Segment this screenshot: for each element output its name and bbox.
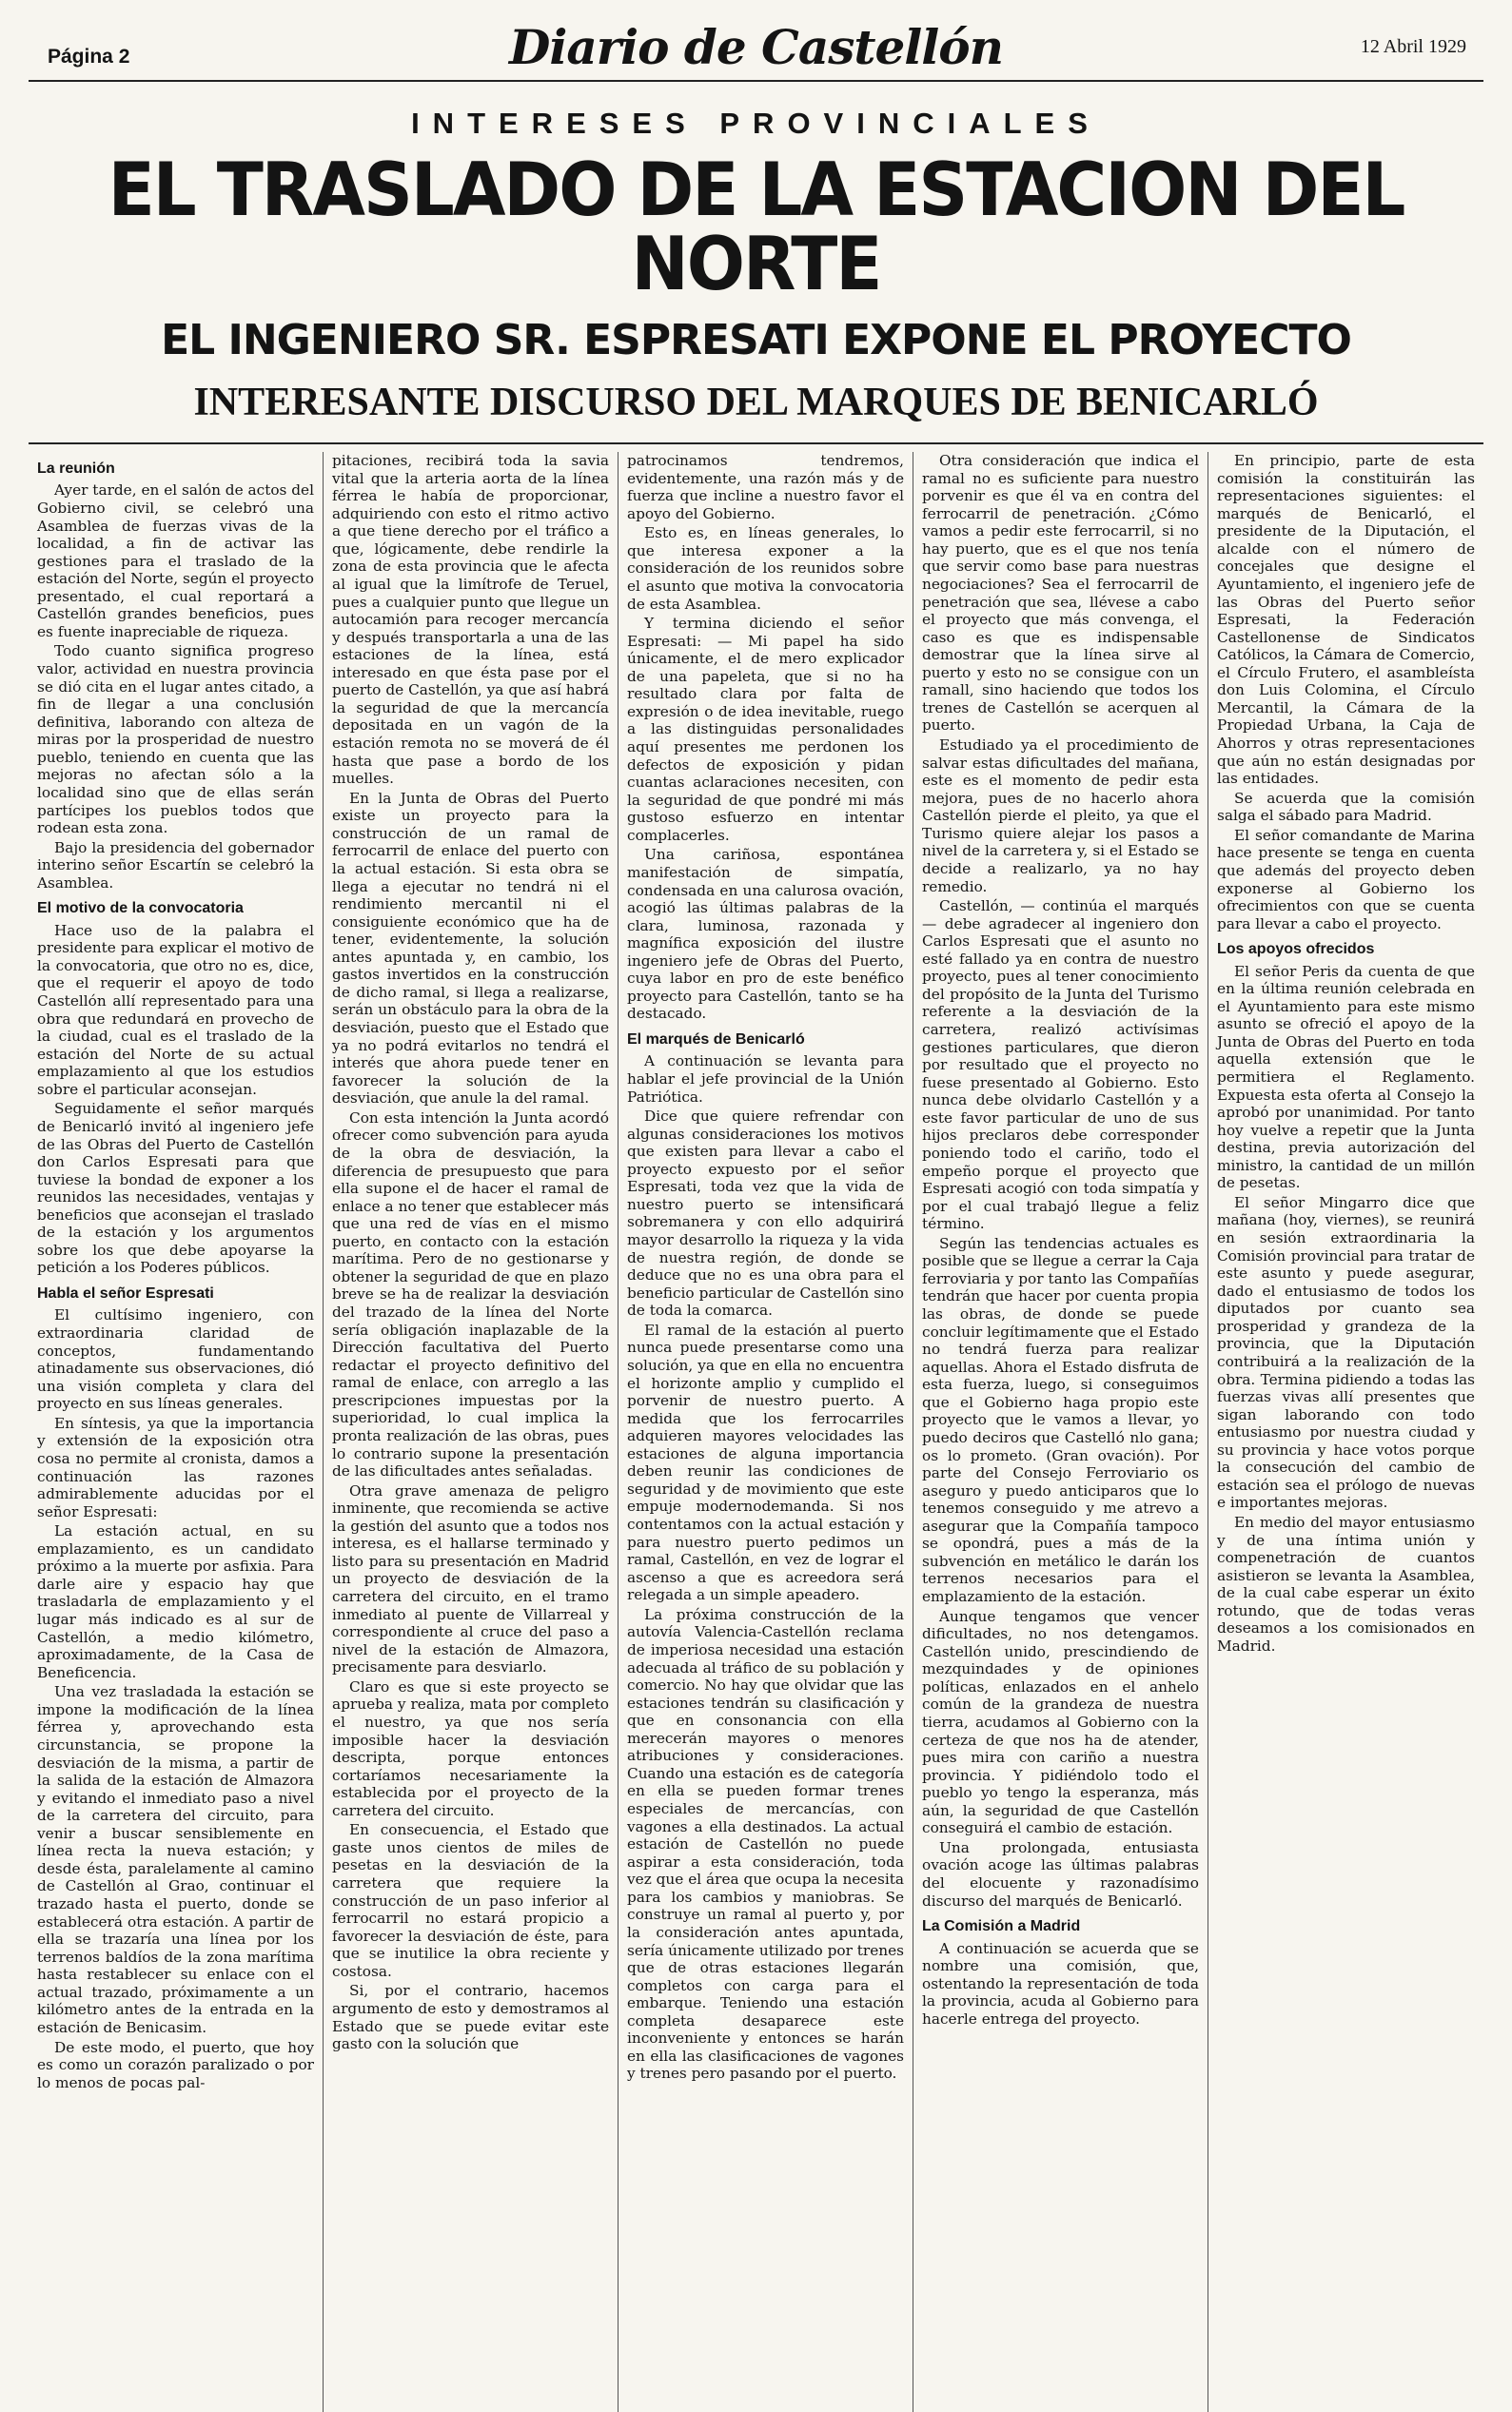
paragraph: En síntesis, ya que la importancia y extensión de la exposición otra cosa no permite al cronista, damos a continuación las razones admirablemente aducidas por el señor Espresati: xyxy=(37,1414,314,1520)
column-4 xyxy=(913,452,1208,2412)
paragraph: Esto es, en líneas generales, lo que interesa exponer a la consideración de los reunidos sobre el asunto que motiva la convocatoria de esta Asamblea. xyxy=(627,524,904,613)
issue-date: 12 Abril 1929 xyxy=(1360,36,1466,57)
paragraph: Una vez trasladada la estación se impone la modificación de la línea férrea y, aprovechando esta circunstancia, se propone la desviación de la misma, a partir de la salida de la estación de Almazora y evitando el inmediato paso a nivel de la carretera del circuito, para venir a buscar sensiblemente en línea recta la nueva estación; y desde ésta, paralelamente al camino de Castellón al Grao, continuar el trazado hasta el puerto, donde se establecerá otra estación. A partir de ella se trazaría una línea por los terrenos baldíos de la zona marítima hasta restablecer su enlace con el actual trazado, próximamente a un kilómetro antes de la entrada en la estación de Benicasim. xyxy=(37,1683,314,2036)
section-heading: La reunión xyxy=(37,461,115,477)
paragraph: En principio, parte de esta comisión la constituirán las representaciones siguientes: el marqués de Benicarló, el presidente de la Diputación, el alcalde con el número de concejales que designe el Ayuntamiento, el ingeniero jefe de las Obras del Puerto señor Espresati, la Federación Castellonense de Sindicatos Católicos, la Cámara de Comercio, el Círculo Frutero, el asambleísta don Luis Colomina, el Círculo Mercantil, la Cámara de la Propiedad Urbana, la Caja de Ahorros y otras representaciones que aún no están designadas por las entidades. xyxy=(1217,452,1475,788)
paragraph: Una cariñosa, espontánea manifestación de simpatía, condensada en una calurosa ovación, acogió las últimas palabras de la clara, luminosa, razonada y magnífica exposición del ilustre ingeniero jefe de Obras del Puerto, cuya labor en pro de este benéfico proyecto para Castellón, tanto se ha destacado. xyxy=(627,846,904,1023)
page-number: Página 2 xyxy=(48,46,130,68)
paragraph: En consecuencia, el Estado que gaste unos cientos de miles de pesetas en la desviación de la carretera que requiere la construcción de un paso inferior al ferrocarril no estará propicio a favorecer la desviación de éste, para que se inutilice la obra reciente y costosa. xyxy=(332,1821,609,1980)
paragraph: El señor Peris da cuenta de que en la última reunión celebrada en el Ayuntamiento para este mismo asunto se ofreció el apoyo de la Junta de Obras del Puerto en toda aquella extensión que le permitiera el Reglamento. Expuesta esta oferta al Consejo la aprobó por unanimidad. Por tanto hoy vuelve a repetir que la Junta destina, previa autorización del ministro, la cantidad de un millón de pesetas. xyxy=(1217,962,1475,1192)
masthead xyxy=(29,17,1483,82)
column-3 xyxy=(619,452,913,2412)
paragraph: Seguidamente el señor marqués de Benicarló invitó al ingeniero jefe de las Obras del Puerto de Castellón don Carlos Espresati para que tuviese la bondad de exponer a los reunidos las necesidades, ventajas y beneficios que aconsejan el traslado de la estación y los argumentos sobre los que debe apoyarse la petición a los Poderes públicos. xyxy=(37,1100,314,1277)
column-1 xyxy=(29,452,324,2412)
paragraph: Con esta intención la Junta acordó ofrecer como subvención para ayuda de la obra de desviación, la diferencia de presupuesto que para ella supone el de hacer el ramal de enlace a no tener que establecer más que una red de vías en el mismo puerto, en contacto con la estación marítima. Pero de no gestionarse y obtener la seguridad de que en plazo breve se ha de realizar la desviación del trazado de la línea del Norte sería obligación inaplazable de la Dirección facultativa del Puerto redactar el proyecto definitivo del ramal de enlace, con arreglo a las prescripciones impuestas por la superioridad, lo cual implica la pronta realización de las obras, pues lo contrario supone la presentación de las dificultades antes señaladas. xyxy=(332,1108,609,1481)
headline: EL TRASLADO DE LA ESTACION DEL NORTE xyxy=(108,146,1404,307)
column-5 xyxy=(1208,452,1483,2412)
section-heading: Los apoyos ofrecidos xyxy=(1217,941,1375,958)
column-2 xyxy=(324,452,619,2412)
section-heading: Habla el señor Espresati xyxy=(37,1285,214,1303)
paragraph: Según las tendencias actuales es posible que se llegue a cerrar la Caja ferroviaria y por tanto las Compañías tendrán que hacer por cuenta propia las obras, de donde se puede concluir legítimamente que el Estado no tendrá fuerza para realizar aquellas. Ahora el Estado disfruta de esta fuerza, luego, si conseguimos que el Gobierno haga propio este proyecto que le vamos a llevar, yo puedo deciros que Castelló nlo gana; os lo prometo. (Gran ovación). Por parte del Consejo Ferroviario os aseguro y puedo anticiparos que lo tenemos conseguido y me atrevo a asegurar que la Compañía tampoco se opondrá, pues a más de la subvención en metálico le darán los terrenos necesarios para el emplazamiento de la estación. xyxy=(922,1234,1199,1605)
paragraph: Si, por el contrario, hacemos argumento de esto y demostramos al Estado que se puede evitar este gasto con la solución que xyxy=(332,1982,609,2053)
section-kicker: INTERESES PROVINCIALES xyxy=(411,107,1101,140)
paragraph: pitaciones, recibirá toda la savia vital que la arteria aorta de la línea férrea le había de proporcionar, adquiriendo con esto el ritmo activo a que tiene derecho por el tráfico a que, lógicamente, debe rendirle la zona de esta provincia que le afecta al igual que la limítrofe de Teruel, pues a cualquier punto que llegue un autocamión para recoger mercancía y después transportarla a una de las estaciones de la línea, está interesado en que ésta pase por el puerto de Castellón, ya que así habrá la seguridad de que la mercancía depositada en un vagón de la estación remota no se moverá de él hasta que pase a bordo de los muelles. xyxy=(332,452,609,788)
paragraph: Estudiado ya el procedimiento de salvar estas dificultades del mañana, este es el momento de pedir esta mejora, pues de no hacerlo ahora Castellón pierde el pleito, ya que el Turismo quiere alejar los pasos a nivel de la carretera y, si el Estado se decide a realizarlo, ya no hay remedio. xyxy=(922,736,1199,895)
paragraph: Todo cuanto significa progreso valor, actividad en nuestra provincia se dió cita en el lugar antes citado, a fin de llegar a una conclusión definitiva, laborando con alteza de miras por la prosperidad de nuestro pueblo, teniendo en cuenta que las mejoras no afectan sólo a la localidad sino que de ellas serán partícipes los pueblos todos que rodean esta zona. xyxy=(37,642,314,837)
paragraph: patrocinamos tendremos, evidentemente, una razón más y de fuerza que incline a nuestro favor el apoyo del Gobierno. xyxy=(627,452,904,522)
section-heading: La Comisión a Madrid xyxy=(922,1918,1081,1935)
paragraph: Otra grave amenaza de peligro inminente, que recomienda se active la gestión del asunto que a todos nos interesa, es el hallarse terminado y listo para su presentación en Madrid un proyecto de desviación de la carretera del circuito, en el tramo inmediato al puente de Villarreal y correspondiente al cruce del paso a nivel de la estación de Almazora, precisamente para desviarlo. xyxy=(332,1481,609,1677)
newspaper-name: Diario de Castellón xyxy=(509,19,1003,75)
divider xyxy=(29,442,1483,444)
paragraph: Se acuerda que la comisión salga el sábado para Madrid. xyxy=(1217,789,1475,825)
section-heading: El motivo de la convocatoria xyxy=(37,900,244,917)
subheadline-secondary: INTERESANTE DISCURSO DEL MARQUES DE BENICARLÓ xyxy=(193,381,1319,424)
paragraph: Hace uso de la palabra el presidente para explicar el motivo de la convocatoria, que otro no es, dice, que el requerir el apoyo de todo Castellón allí representado para una obra que redundará en provecho de la ciudad, cual es el traslado de la estación del Norte de su actual emplazamiento al que los estudios sobre el particular aconsejan. xyxy=(37,921,314,1098)
paragraph: La próxima construcción de la autovía Valencia-Castellón reclama de imperiosa necesidad una estación adecuada al tráfico de su población y comercio. No hay que olvidar que las estaciones tendrán su clasificación y que en consonancia con ella merecerán mayores o menores atribuciones y consideraciones. Cuando una estación es de categoría en ella se pueden formar trenes especiales de mercancías, con vagones a ella destinados. La actual estación de Castellón no puede aspirar a esta consideración, toda vez que el área que ocupa la necesita para los cambios y maniobras. Se construye un ramal al puerto y, por la consideración antes apuntada, sería únicamente utilizado por trenes que de otras estaciones llegarán completos con carga para el embarque. Teniendo una estación completa desaparece este inconveniente y entonces se harán en ella las clasificaciones de vagones y trenes pero pasando por el puerto. xyxy=(627,1605,905,2083)
paragraph: El ramal de la estación al puerto nunca puede presentarse como una solución, ya que en ella no encuentra el horizonte amplio y cumplido el porvenir de nuestro puerto. A medida que los ferrocarriles adquieren mayores velocidades las estaciones de alguna importancia deben reunir las condiciones de seguridad y de movimiento que este empuje modernodemanda. Si nos contentamos con la actual estación y para nuestro puerto pedimos un ramal, Castellón, en vez de lograr el ascenso a que es acreedora será relegada a un simple apeadero. xyxy=(627,1321,904,1604)
paragraph: A continuación se levanta para hablar el jefe provincial de la Unión Patriótica. xyxy=(627,1052,904,1106)
paragraph: Claro es que si este proyecto se aprueba y realiza, mata por completo el nuestro, ya que nos sería imposible hacer la desviación descripta, porque entonces cortaríamos necesariamente la establecida por el proyecto de la carretera del circuito. xyxy=(332,1677,609,1819)
paragraph: El señor comandante de Marina hace presente se tenga en cuenta que además del proyecto deben exponerse al Gobierno los ofrecimientos con que se cuenta para llevar a cabo el proyecto. xyxy=(1217,826,1475,932)
paragraph: De este modo, el puerto, que hoy es como un corazón paralizado o por lo menos de pocas pal- xyxy=(37,2038,314,2091)
paragraph: Aunque tengamos que vencer dificultades, no nos detengamos. Castellón unido, prescindiendo de mezquindades y de opiniones políticas, enlazados en el anhelo común de la grandeza de nuestra tierra, acudamos al Gobierno con la certeza de que nos ha de atender, pues mira con cariño a nuestra provincia. Y pidiéndolo todo el pueblo yo tengo la esperanza, más aún, la seguridad de que Castellón conseguirá el cambio de estación. xyxy=(922,1607,1199,1837)
paragraph: Ayer tarde, en el salón de actos del Gobierno civil, se celebró una Asamblea de fuerzas vivas de la localidad, a fin de activar las gestiones para el traslado de la estación del Norte, según el proyecto presentado, el cual reportará a Castellón grandes beneficios, pues es fuente inapreciable de riqueza. xyxy=(37,481,315,640)
paragraph: A continuación se acuerda que se nombre una comisión, que, ostentando la representación de toda la provincia, acuda al Gobierno para hacerle entrega del proyecto. xyxy=(922,1939,1199,2028)
paragraph: Dice que quiere refrendar con algunas consideraciones los motivos que existen para llevar a cabo el proyecto expuesto por el señor Espresati, toda vez que la vida de nuestro puerto se intensificará sobremanera y con ello adquirirá mayor desarrollo la riqueza y la vida de nuestra región, de donde se deduce que no es una obra para el beneficio particular de Castellón sino de toda la comarca. xyxy=(627,1108,904,1320)
paragraph: El cultísimo ingeniero, con extraordinaria claridad de conceptos, fundamentando atinadamente sus observaciones, dió una visión completa y clara del proyecto en sus líneas generales. xyxy=(37,1306,314,1413)
paragraph: En la Junta de Obras del Puerto existe un proyecto para la construcción de un ramal de ferrocarril de enlace del puerto con la actual estación. Si esta obra se llega a ejecutar no tendrá ni el rendimiento mercantil ni el consiguiente económico que ha de tener, evidentemente, la solución antes apuntada y, en cambio, los gastos invertidos en la construcción de dicho ramal, si llega a realizarse, serán un obstáculo para la obra de la desviación, puesto que el Estado que ya no podrá evitarlos no tendrá el interés que ahora puede tener en favorecer la solución de la desviación, que anule la del ramal. xyxy=(332,789,609,1108)
paragraph: En medio del mayor entusiasmo y de una íntima unión y compenetración de cuantos asistieron se levanta la Asamblea, de la cual cabe esperar un éxito rotundo, que de todas veras deseamos a los comisionados en Madrid. xyxy=(1217,1514,1475,1655)
paragraph: Bajo la presidencia del gobernador interino señor Escartín se celebró la Asamblea. xyxy=(37,838,314,892)
paragraph: El señor Mingarro dice que mañana (hoy, viernes), se reunirá en sesión extraordinaria la Comisión provincial para tratar de este asunto y puede asegurar, dado el entusiasmo de todos los diputados por cuanto sea prosperidad y grandeza de la provincia, que la Diputación contribuirá a la realización de la obra. Termina pidiendo a todas las fuerzas vivas allí presentes que sigan laborando con todo entusiasmo por nuestra ciudad y su provincia y hace votos porque la consecución del cambio de estación sea el prólogo de nuevas e importantes mejoras. xyxy=(1217,1193,1475,1512)
subheadline: EL INGENIERO SR. ESPRESATI EXPONE EL PROYECTO xyxy=(161,316,1351,364)
paragraph: Una prolongada, entusiasta ovación acoge las últimas palabras del elocuente y razonadísimo discurso del marqués de Benicarló. xyxy=(922,1838,1199,1910)
paragraph: Otra consideración que indica el ramal no es suficiente para nuestro porvenir es que él va en contra del ferrocarril de penetración. ¿Cómo vamos a pedir este ferrocarril, si no hay puerto, que es el que nos tenía que servir como base para nuestras negociaciones? Sea el ferrocarril de penetración que sea, llévese a cabo el proyecto que más convenga, el caso es que es indispensable demostrar que la línea sirve al puerto y esto no se consigue con un ramall, sino haciendo que todos los trenes de Castellón se acerquen al puerto. xyxy=(922,452,1199,735)
paragraph: La estación actual, en su emplazamiento, es un candidato próximo a la muerte por asfixia. Para darle aire y espacio hay que trasladarla de emplazamiento y el lugar más indicado es al sur de Castellón, a medio kilómetro, aproximadamente, de la Casa de Beneficencia. xyxy=(37,1522,314,1681)
section-heading: El marqués de Benicarló xyxy=(627,1031,805,1048)
article-body xyxy=(29,452,1483,2412)
paragraph: Y termina diciendo el señor Espresati: — Mi papel ha sido únicamente, el de mero explicador de una papeleta, que si no ha resultado clara por falta de expresión o de idea inevitable, ruego a las distinguidas personalidades aquí presentes me perdonen los defectos de exposición y pidan cuantas aclaraciones necesiten, con la seguridad de que pondré mi más gustoso esfuerzo en intentar complacerles. xyxy=(627,615,904,844)
paragraph: Castellón, — continúa el marqués — debe agradecer al ingeniero don Carlos Espresati que el asunto no esté fallado ya en contra de nuestro proyecto, pues al tener conocimiento del propósito de la Junta del Turismo referente a la desviación de la carretera, realizó activísimas gestiones particulares, que dieron por resultado que el proyecto no fuese presentado al Gobierno. Esto nunca debe olvidarlo Castellón y a este favor particular de uno de sus hijos preclaros debe corresponder poniendo todo el cariño, todo el empeño porque el proyecto que Espresati acogió con toda simpatía y por el cual trabajó llegue a feliz término. xyxy=(922,897,1199,1233)
